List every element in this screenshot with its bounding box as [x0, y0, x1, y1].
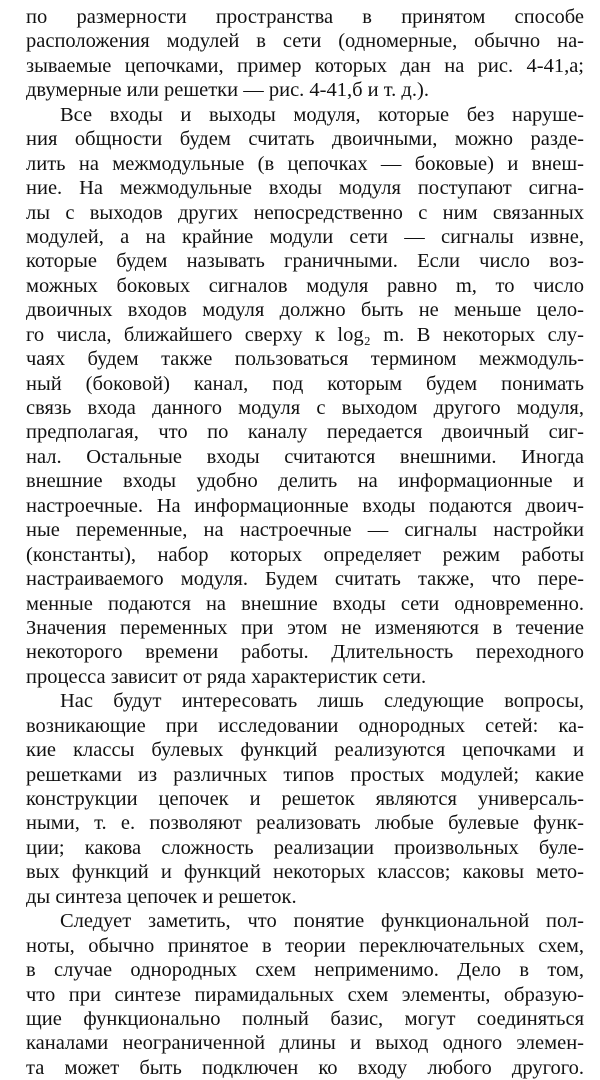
text-line: настраиваемого модуля. Будем считать также, что пере- — [26, 568, 584, 591]
paragraph-1 — [26, 5, 584, 103]
text-line: кие классы булевых функций реализуются цепочками и — [26, 739, 584, 762]
text-line: по размерности пространства в принятом способе — [26, 6, 584, 28]
text-line: Все входы и выходы модуля, которые без наруше- — [60, 103, 584, 126]
text-line: ными, т. е. позволяют реализовать любые булевые функ- — [26, 812, 584, 835]
text-line: вых функций и функций некоторых классов; каковы мето- — [26, 861, 584, 884]
paragraph-4 — [26, 909, 584, 1080]
text-line: которые будем называть граничными. Если число воз- — [26, 250, 584, 273]
text-line: го числа, ближайшего сверху к log₂ m. В некоторых слу- — [26, 323, 584, 346]
text-line: возникающие при исследовании однородных сетей: ка- — [26, 714, 584, 737]
text-line: лить на межмодульные (в цепочках — боковые) и внеш- — [26, 152, 584, 175]
text-line: двоичных входов модуля должно быть не меньше цело- — [26, 299, 584, 322]
paragraph-2 — [26, 103, 584, 690]
text-line: Значения переменных при этом не изменяются в течение — [26, 616, 584, 639]
text-line: ния общности будем считать двоичными, можно разде- — [26, 128, 584, 151]
text-line: можных боковых сигналов модуля равно m, то число — [26, 274, 584, 297]
text-line: что при синтезе пирамидальных схем элементы, образую- — [26, 983, 584, 1006]
text-line: двумерные или решетки — рис. 4-41,б и т. д.). — [26, 79, 429, 102]
text-line: ноты, обычно принятое в теории переключательных схем, — [26, 934, 584, 957]
text-line: ции; какова сложность реализации произвольных буле- — [26, 836, 584, 859]
text-line: расположения модулей в сети (одномерные, обычно на- — [26, 30, 584, 53]
text-line: щие функционально полный базис, могут соединяться — [26, 1007, 584, 1030]
text-line: в случае однородных схем неприменимо. Дело в том, — [26, 959, 584, 982]
text-line: Нас будут интересовать лишь следующие вопросы, — [60, 690, 584, 713]
text-line: Следует заметить, что понятие функциональной пол- — [60, 910, 584, 933]
paragraph-3 — [26, 689, 584, 909]
text-line: ды синтеза цепочек и решеток. — [26, 885, 297, 908]
text-line: конструкции цепочек и решеток являются универсаль- — [26, 788, 584, 810]
body-text — [26, 5, 584, 1080]
text-line: предполагая, что по каналу передается двоичный сиг- — [26, 421, 584, 444]
text-line: зываемые цепочками, пример которых дан на рис. 4-41,а; — [26, 54, 584, 77]
text-line: (константы), набор которых определяет режим работы — [26, 543, 584, 566]
text-line: решетками из различных типов простых модулей; какие — [26, 763, 584, 786]
text-line: ные переменные, на настроечные — сигналы настройки — [26, 519, 584, 542]
text-line: та может быть подключен ко входу любого другого. — [26, 1056, 584, 1079]
text-line: некоторого времени работы. Длительность переходного — [26, 641, 584, 664]
text-line: настроечные. На информационные входы подаются двоич- — [26, 494, 584, 517]
text-line: ние. На межмодульные входы модуля поступают сигна- — [26, 177, 584, 200]
text-line: модулей, а на крайние модули сети — сигналы извне, — [26, 225, 584, 248]
text-line: нал. Остальные входы считаются внешними. Иногда — [26, 445, 584, 468]
text-line: каналами неограниченной длины и выход одного элемен- — [26, 1032, 584, 1055]
text-line: менные подаются на внешние входы сети одновременно. — [26, 592, 584, 615]
text-line: лы с выходов других непосредственно с ним связанных — [26, 201, 584, 224]
text-line: процесса зависит от ряда характеристик сети. — [26, 665, 427, 688]
text-line: связь входа данного модуля с выходом другого модуля, — [26, 397, 584, 419]
text-line: внешние входы удобно делить на информационные и — [26, 470, 584, 493]
text-line: чаях будем также пользоваться термином межмодуль- — [26, 348, 584, 371]
text-line: ный (боковой) канал, под которым будем понимать — [26, 372, 584, 395]
